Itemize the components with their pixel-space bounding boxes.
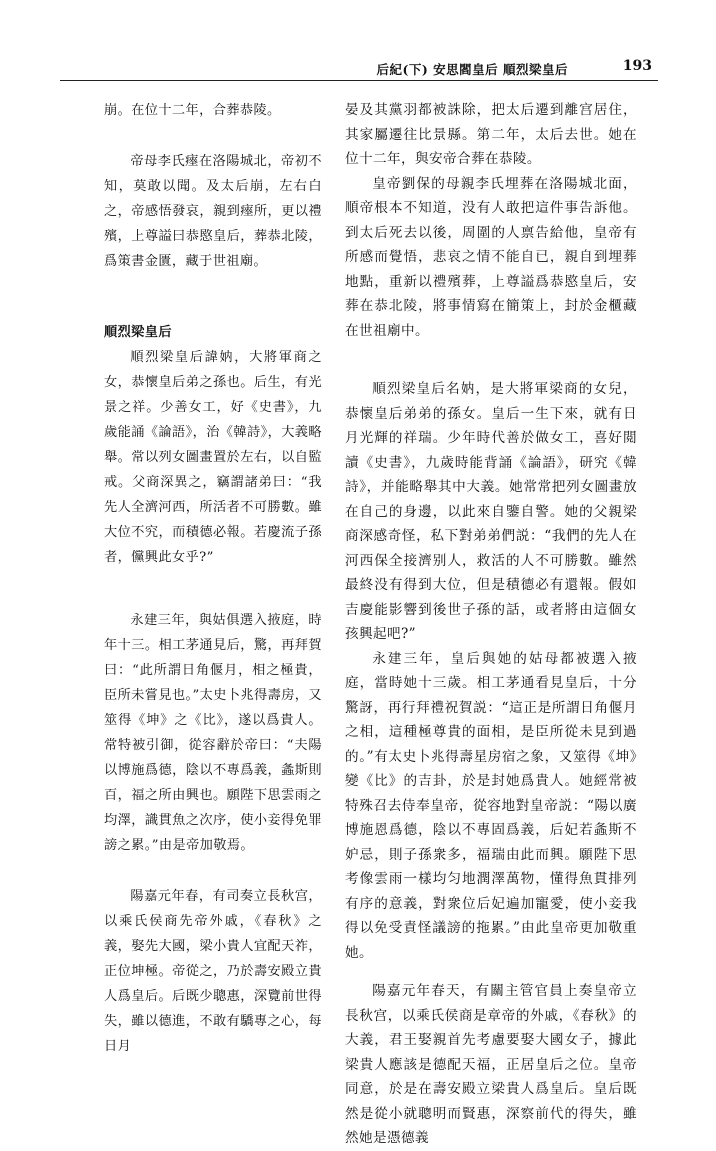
running-header [60, 58, 658, 81]
right-paragraph-5: 陽嘉元年春天，有關主管官員上奏皇帝立長秋宫，以乘氏侯商是章帝的外戚，《春秋》的大義，君王娶親首先考慮要娶大國女子，據此梁貴人應該是德配天福，正居皇后之位。皇帝同意，於是在壽安殿立梁貴人爲皇后。皇后既然是從小就聰明而賢惠，深察前代的得失，雖然她是憑德義 [345, 983, 637, 1146]
left-paragraph-4: 永建三年，與姑俱選入掖庭，時年十三。相工茅通見后，驚，再拜賀曰：“此所謂日角偃月，相之極貴，臣所未嘗見也。”太史卜兆得壽房，又筮得《坤》之《比》，遂以爲貴人。常特被引御，從容辭於帝曰：“夫陽以博施爲德，陰以不專爲義，螽斯則百，福之所由興也。願陛下思雲雨之均澤，識貫魚之次序，使小妾得免罪謗之累。”由是帝加敬焉。 [104, 613, 322, 853]
right-column-translation [345, 98, 637, 1151]
right-paragraph-1: 晏及其黨羽都被誅除，把太后遷到離宫居住，其家屬遷往比景縣。第二年，太后去世。她在位十二年，與安帝合葬在恭陵。 [345, 102, 637, 167]
left-paragraph-1: 崩。在位十二年，合葬恭陵。 [104, 103, 281, 118]
page-number: 193 [622, 58, 652, 74]
section-heading: 順烈梁皇后 [104, 325, 172, 340]
right-paragraph-4: 永建三年，皇后與她的姑母都被選入掖庭，當時她十三歲。相工茅通看見皇后，十分驚訝，再行拜禮祝賀説：“這正是所謂日角偃月之相，這種極尊貴的面相，是臣所從未見到過的。”有太史卜兆得壽星房宿之象，又筮得《坤》變《比》的吉卦，於是封她爲貴人。她經常被特殊召去侍奉皇帝，從容地對皇帝説：“陽以廣博施恩爲德，陰以不專固爲義，后妃若螽斯不妒忌，則子孫衆多，福瑞由此而興。願陛下思考像雲雨一樣均匀地潤澤萬物，懂得魚貫排列有序的意義，對衆位后妃遍加寵愛，使小妾我得以免受責怪議謗的拖累。”由此皇帝更加敬重她。 [345, 650, 637, 961]
right-paragraph-3: 順烈梁皇后名妠，是大將軍梁商的女兒，恭懷皇后弟弟的孫女。皇后一生下來，就有日月光輝的祥瑞。少年時代善於做女工，喜好閲讀《史書》，九歲時能背誦《論語》，研究《韓詩》，并能略舉其中大義。她常常把列女圖畫放在自己的身邊，以此來自鑒自警。她的父親梁商深感奇怪，私下對弟弟們説：“我們的先人在河西保全接濟别人，救活的人不可勝數。雖然最終没有得到大位，但是積德必有還報。假如吉慶能影響到後世子孫的話，或者將由這個女孩興起吧?” [345, 381, 637, 642]
right-paragraph-2: 皇帝劉保的母親李氏埋葬在洛陽城北面，順帝根本不知道，没有人敢把這件事告訴他。到太后死去以後，周圍的人禀告給他，皇帝有所感而覺悟，悲哀之情不能自已，親自到埋葬地點，重新以禮殯葬，上尊謚爲恭愍皇后，安葬在恭北陵，將事情寫在簡策上，封於金櫃藏在世祖廟中。 [345, 175, 637, 339]
left-column-original-text [104, 98, 322, 1059]
left-paragraph-2: 帝母李氏瘞在洛陽城北，帝初不知，莫敢以聞。及太后崩，左右白之，帝感悟發哀，親到瘞所，更以禮殯，上尊謚曰恭愍皇后，葬恭北陵，爲策書金匱，藏于世祖廟。 [104, 154, 322, 269]
left-paragraph-3: 順烈梁皇后諱妠，大將軍商之女，恭懷皇后弟之孫也。后生，有光景之祥。少善女工，好《史書》，九歲能誦《論語》，治《韓詩》，大義略舉。常以列女圖畫置於左右，以自監戒。父商深異之，竊謂諸弟曰：“我先人全濟河西，所活者不可勝數。雖大位不究，而積德必報。若慶流子孫者，儻興此女乎?” [104, 350, 322, 565]
left-paragraph-5: 陽嘉元年春，有司奏立長秋宫，以乘氏侯商先帝外戚，《春秋》之義，娶先大國，梁小貴人宜配天祚，正位坤極。帝從之，乃於壽安殿立貴人爲皇后。后既少聰惠，深覽前世得失，雖以德進，不敢有驕專之心，每日月 [104, 889, 322, 1054]
running-header-title: 后紀(下) 安思閻皇后 順烈梁皇后 [376, 62, 568, 77]
